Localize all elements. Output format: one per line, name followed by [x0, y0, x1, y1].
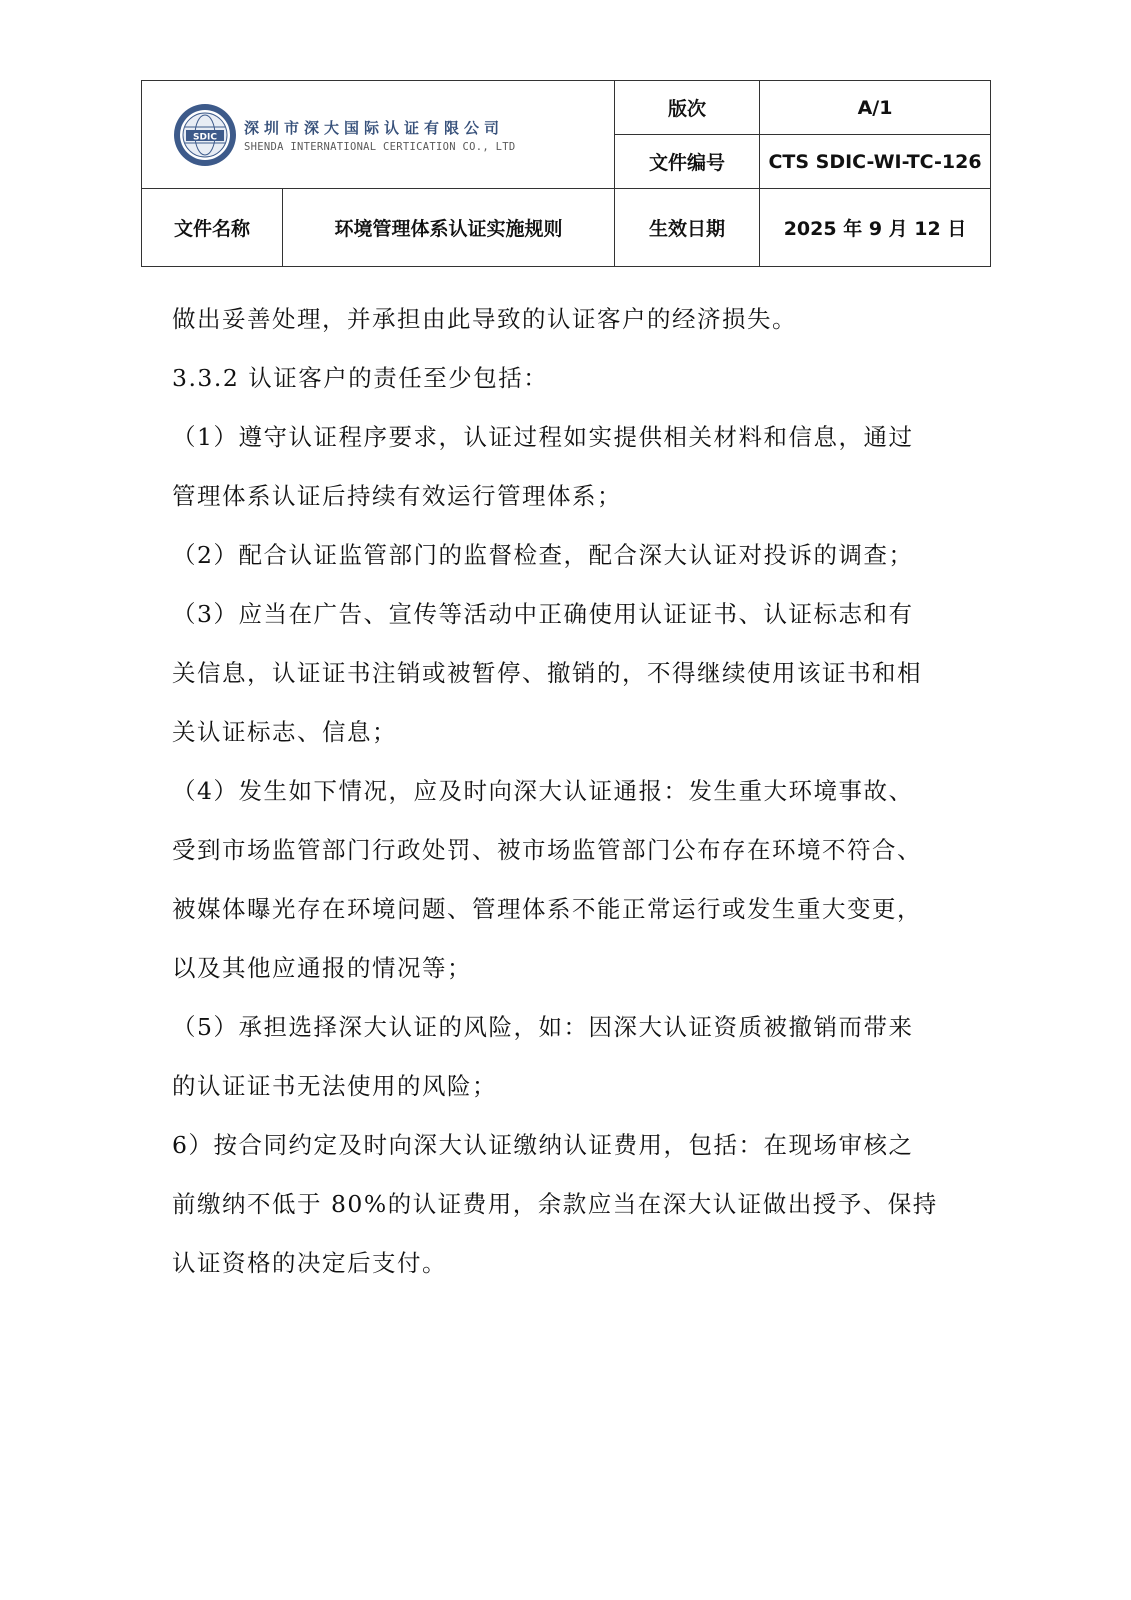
document-header-table [141, 80, 991, 267]
document-name-label: 文件名称 [142, 189, 283, 267]
document-body [172, 290, 972, 1293]
body-line: （4）发生如下情况，应及时向深大认证通报：发生重大环境事故、 [172, 777, 914, 805]
body-line: （3）应当在广告、宣传等活动中正确使用认证证书、认证标志和有 [172, 600, 914, 628]
company-logo-cell [142, 81, 615, 189]
company-name-cn: 深圳市深大国际认证有限公司 [244, 118, 505, 137]
body-line: 关认证标志、信息； [172, 718, 397, 746]
company-name-en: SHENDA INTERNATIONAL CERTICATION CO., LTD [244, 140, 516, 153]
body-line: 做出妥善处理，并承担由此导致的认证客户的经济损失。 [172, 305, 797, 333]
body-line: 管理体系认证后持续有效运行管理体系； [172, 482, 622, 510]
body-line: （1）遵守认证程序要求，认证过程如实提供相关材料和信息，通过 [172, 423, 914, 451]
body-line: 的认证证书无法使用的风险； [172, 1072, 497, 1100]
version-label: 版次 [615, 81, 760, 135]
section-heading-3-3-2: 3.3.2 认证客户的责任至少包括： [172, 364, 549, 392]
body-line: 受到市场监管部门行政处罚、被市场监管部门公布存在环境不符合、 [172, 836, 922, 864]
body-line: 被媒体曝光存在环境问题、管理体系不能正常运行或发生重大变更， [172, 895, 922, 923]
body-line: 关信息，认证证书注销或被暂停、撤销的，不得继续使用该证书和相 [172, 659, 922, 687]
body-line: （5）承担选择深大认证的风险，如：因深大认证资质被撤销而带来 [172, 1013, 914, 1041]
body-line: 前缴纳不低于 80%的认证费用，余款应当在深大认证做出授予、保持 [172, 1190, 938, 1218]
document-number-value: CTS SDIC-WI-TC-126 [760, 135, 991, 189]
body-line: 认证资格的决定后支付。 [172, 1249, 447, 1277]
effective-date-value: 2025 年 9 月 12 日 [760, 189, 991, 267]
company-seal-icon [172, 102, 238, 168]
document-name-value: 环境管理体系认证实施规则 [283, 189, 615, 267]
body-line: （2）配合认证监管部门的监督检查，配合深大认证对投诉的调查； [172, 541, 914, 569]
document-number-label: 文件编号 [615, 135, 760, 189]
effective-date-label: 生效日期 [615, 189, 760, 267]
body-line: 以及其他应通报的情况等； [172, 954, 472, 982]
version-value: A/1 [760, 81, 991, 135]
body-line: 6）按合同约定及时向深大认证缴纳认证费用，包括：在现场审核之 [172, 1131, 914, 1159]
svg-text:SDIC: SDIC [193, 132, 217, 142]
